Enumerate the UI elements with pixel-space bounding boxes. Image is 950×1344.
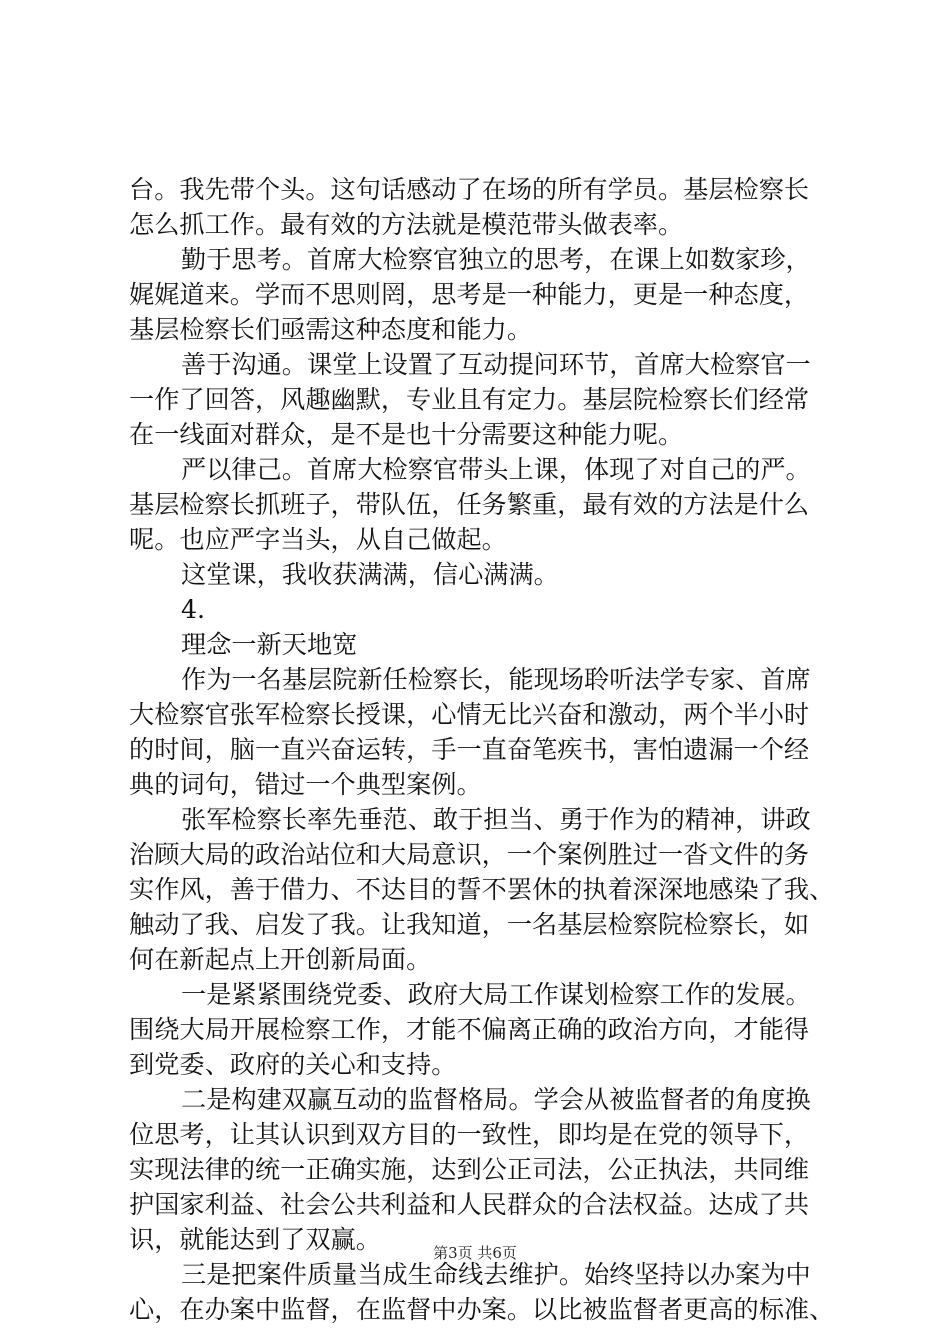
text-line: 位思考，让其认识到双方目的一致性，即均是在党的领导下，	[129, 1120, 810, 1149]
text-line: 作为一名基层院新任检察长，能现场聆听法学专家、首席	[181, 665, 811, 694]
text-line: 到党委、政府的关心和支持。	[129, 1050, 457, 1079]
text-line: 娓娓道来。学而不思则罔，思考是一种能力，更是一种态度，	[129, 280, 810, 309]
text-line: 这堂课，我收获满满，信心满满。	[181, 560, 559, 589]
text-line: 一作了回答，风趣幽默，专业且有定力。基层院检察长们经常	[129, 385, 810, 414]
text-line: 触动了我、启发了我。让我知道，一名基层检察院检察长，如	[129, 910, 810, 939]
text-line: 勤于思考。首席大检察官独立的思考，在课上如数家珍，	[181, 245, 811, 274]
text-line: 的时间，脑一直兴奋运转，手一直奋笔疾书，害怕遗漏一个经	[129, 735, 810, 764]
section-title: 理念一新天地宽	[181, 630, 358, 659]
section-number: 4.	[181, 595, 206, 624]
text-line: 善于沟通。课堂上设置了互动提问环节，首席大检察官一	[181, 350, 811, 379]
text-line: 三是把案件质量当成生命线去维护。始终坚持以办案为中	[181, 1260, 811, 1289]
text-line: 实现法律的统一正确实施，达到公正司法，公正执法，共同维	[129, 1155, 810, 1184]
text-line: 怎么抓工作。最有效的方法就是模范带头做表率。	[129, 210, 684, 239]
text-line: 一是紧紧围绕党委、政府大局工作谋划检察工作的发展。	[181, 980, 811, 1009]
text-line: 何在新起点上开创新局面。	[129, 945, 432, 974]
text-line: 识，就能达到了双赢。	[129, 1225, 381, 1254]
text-line: 严以律己。首席大检察官带头上课，体现了对自己的严。	[181, 455, 811, 484]
page-number-label: 第3页 共6页	[433, 1244, 517, 1262]
text-line: 典的词句，错过一个典型案例。	[129, 770, 482, 799]
text-line: 大检察官张军检察长授课，心情无比兴奋和激动，两个半小时	[129, 700, 810, 729]
body-text	[129, 172, 859, 1327]
text-line: 围绕大局开展检察工作，才能不偏离正确的政治方向，才能得	[129, 1015, 810, 1044]
text-line: 治顾大局的政治站位和大局意识，一个案例胜过一沓文件的务	[129, 840, 810, 869]
text-line: 心，在办案中监督，在监督中办案。以比被监督者更高的标准、	[129, 1295, 835, 1324]
text-line: 在一线面对群众，是不是也十分需要这种能力呢。	[129, 420, 684, 449]
text-line: 台。我先带个头。这句话感动了在场的所有学员。基层检察长	[129, 175, 810, 204]
text-line: 基层检察长们亟需这种态度和能力。	[129, 315, 532, 344]
text-line: 二是构建双赢互动的监督格局。学会从被监督者的角度换	[181, 1085, 811, 1114]
page-footer	[0, 1243, 950, 1263]
text-line: 护国家利益、社会公共利益和人民群众的合法权益。达成了共	[129, 1190, 810, 1219]
text-line: 基层检察长抓班子，带队伍，任务繁重，最有效的方法是什么	[129, 490, 810, 519]
text-line: 呢。也应严字当头，从自己做起。	[129, 525, 507, 554]
text-line: 张军检察长率先垂范、敢于担当、勇于作为的精神，讲政	[181, 805, 811, 834]
text-line: 实作风，善于借力、不达目的誓不罢休的执着深深地感染了我、	[129, 875, 835, 904]
